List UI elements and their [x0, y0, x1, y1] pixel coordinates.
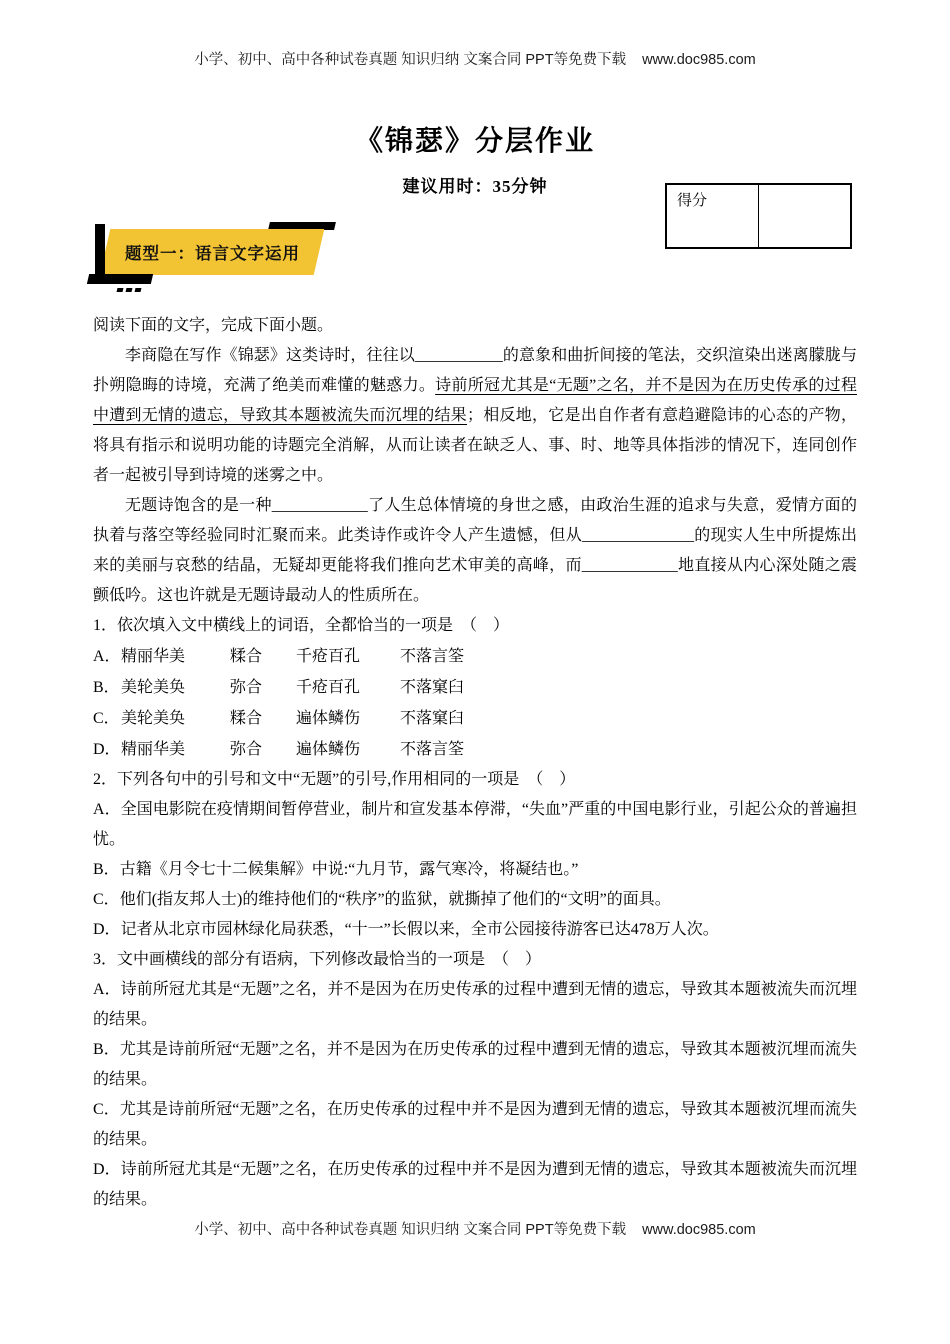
- option-text: 全国电影院在疫情期间暂停营业，制片和宣发基本停滞，“失血”严重的中国电影行业，引起公众的普遍担忧。: [93, 801, 857, 848]
- option-text: 古籍《月令七十二候集解》中说:“九月节，露气寒冷，将凝结也。”: [119, 861, 579, 878]
- option-text: 他们(指友邦人士)的维持他们的“秩序”的监狱，就撕掉了他们的“文明”的面具。: [119, 891, 671, 908]
- option-word: 遍体鳞伤: [296, 741, 361, 758]
- option-word: 不落窠臼: [400, 710, 465, 727]
- page-footer: [0, 1218, 950, 1239]
- q1-option-b: [93, 672, 857, 703]
- header-url: www.doc985.com: [642, 52, 756, 68]
- option-label: B．: [93, 861, 120, 878]
- option-word: 精丽华美: [121, 648, 186, 665]
- score-label: 得分: [677, 193, 708, 209]
- option-text: 诗前所冠尤其是“无题”之名，在历史传承的过程中并不是因为遭到无情的遗忘，导致其本题被流失而沉埋的结果。: [93, 1161, 857, 1208]
- underlined-text: 诗前所冠尤其是“无题”之名，并不是因为在历史传承的过程中遭到无情的遗忘，导致其本题被流失而沉埋的结果: [93, 377, 857, 424]
- option-text: 诗前所冠尤其是“无题”之名，并不是因为在历史传承的过程中遭到无情的遗忘，导致其本题被流失而沉埋的结果。: [93, 981, 857, 1028]
- option-text: 尤其是诗前所冠“无题”之名，在历史传承的过程中并不是因为遭到无情的遗忘，导致其本题被沉埋而流失的结果。: [93, 1101, 857, 1148]
- banner-decor-ticks: [117, 288, 141, 292]
- option-word: 弥合: [230, 679, 263, 696]
- text-segment: ；相反地，它是出自作者有意趋避隐讳的心态的产物，将具有指示和说明功能的诗题完全消解，从而让读者在缺乏人、事、时、地等具体指涉的情况下，连同创作者一起被引导到诗境的迷雾之中。: [93, 407, 857, 484]
- footer-url: www.doc985.com: [642, 1222, 756, 1238]
- option-label: B．: [93, 679, 120, 696]
- q2-stem: 2．下列各句中的引号和文中“无题”的引号,作用相同的一项是 （ ）: [93, 771, 576, 788]
- option-label: A．: [93, 801, 121, 818]
- q3-option-d: [93, 1155, 857, 1215]
- option-text: 尤其是诗前所冠“无题”之名，并不是因为在历史传承的过程中遭到无情的遗忘，导致其本题被沉埋而流失的结果。: [93, 1041, 857, 1088]
- score-label-cell: [667, 185, 759, 247]
- option-label: D．: [93, 741, 121, 758]
- document-body: [93, 311, 857, 1215]
- banner-body: [100, 229, 325, 275]
- banner-decor-left-bar: [95, 224, 105, 281]
- suggested-time: 建议用时：35分钟: [402, 177, 548, 196]
- option-word: 美轮美奂: [121, 679, 186, 696]
- q3-option-b: [93, 1035, 857, 1095]
- q3-stem: 3．文中画横线的部分有语病，下列修改最恰当的一项是 （ ）: [93, 951, 542, 968]
- option-label: C．: [93, 1101, 120, 1118]
- footer-text: 小学、初中、高中各种试卷真题 知识归纳 文案合同 PPT等免费下载: [194, 1222, 627, 1238]
- q1-option-a: [93, 641, 857, 672]
- option-text: 记者从北京市园林绿化局获悉，“十一”长假以来，全市公园接待游客已达478万人次。: [120, 921, 719, 938]
- option-word: 弥合: [230, 741, 263, 758]
- option-label: A．: [93, 981, 121, 998]
- q2-option-c: [93, 885, 857, 915]
- option-word: 遍体鳞伤: [296, 710, 361, 727]
- q1-option-d: [93, 734, 857, 765]
- section-banner: [95, 229, 345, 275]
- page-header: [93, 48, 857, 69]
- q3-option-a: [93, 975, 857, 1035]
- banner-label: 题型一：语言文字运用: [124, 245, 300, 263]
- reading-paragraph-2: 无题诗饱含的是一种____________了人生总体情境的身世之感，由政治生涯的追求与失意，爱情方面的执着与落空等经验同时汇聚而来。此类诗作或许令人产生遗憾，但从______________的现实人生中所提炼出来的美丽与哀愁的结晶，无疑却更能将我们推向艺术审美的高峰，而____________地直接从内心深处随之震颤低吟。这也许就是无题诗最动人的性质所在。: [93, 497, 857, 604]
- option-word: 不落言筌: [400, 648, 465, 665]
- option-label: D．: [93, 1161, 121, 1178]
- doc-title: 《锦瑟》分层作业: [354, 125, 595, 156]
- option-word: 不落言筌: [400, 741, 465, 758]
- option-label: B．: [93, 1041, 120, 1058]
- score-box: [665, 183, 852, 249]
- option-word: 千疮百孔: [296, 679, 361, 696]
- option-word: 不落窠臼: [400, 679, 465, 696]
- option-label: D．: [93, 921, 121, 938]
- reading-paragraph-1: [93, 341, 857, 491]
- q1-option-c: [93, 703, 857, 734]
- option-word: 千疮百孔: [296, 648, 361, 665]
- option-label: A．: [93, 648, 121, 665]
- banner-decor-bottom: [87, 274, 153, 284]
- q2-option-a: [93, 795, 857, 855]
- q3-option-c: [93, 1095, 857, 1155]
- reading-intro: 阅读下面的文字，完成下面小题。: [93, 317, 334, 334]
- q1-stem: 1．依次填入文中横线上的词语，全都恰当的一项是 （ ）: [93, 617, 510, 634]
- text-segment: 李商隐在写作《锦瑟》这类诗时，往往以___________的意象和曲折间接的笔法，交织渲染出迷离朦胧与扑朔隐晦的诗境，充满了绝美而难懂的魅惑力。: [93, 347, 857, 394]
- option-label: C．: [93, 891, 120, 908]
- option-word: 糅合: [230, 648, 263, 665]
- header-text: 小学、初中、高中各种试卷真题 知识归纳 文案合同 PPT等免费下载: [194, 52, 627, 68]
- option-word: 精丽华美: [121, 741, 186, 758]
- option-word: 美轮美奂: [121, 710, 186, 727]
- q2-option-d: [93, 915, 857, 945]
- score-value-cell: [759, 185, 850, 247]
- option-label: C．: [93, 710, 120, 727]
- option-word: 糅合: [230, 710, 263, 727]
- q2-option-b: [93, 855, 857, 885]
